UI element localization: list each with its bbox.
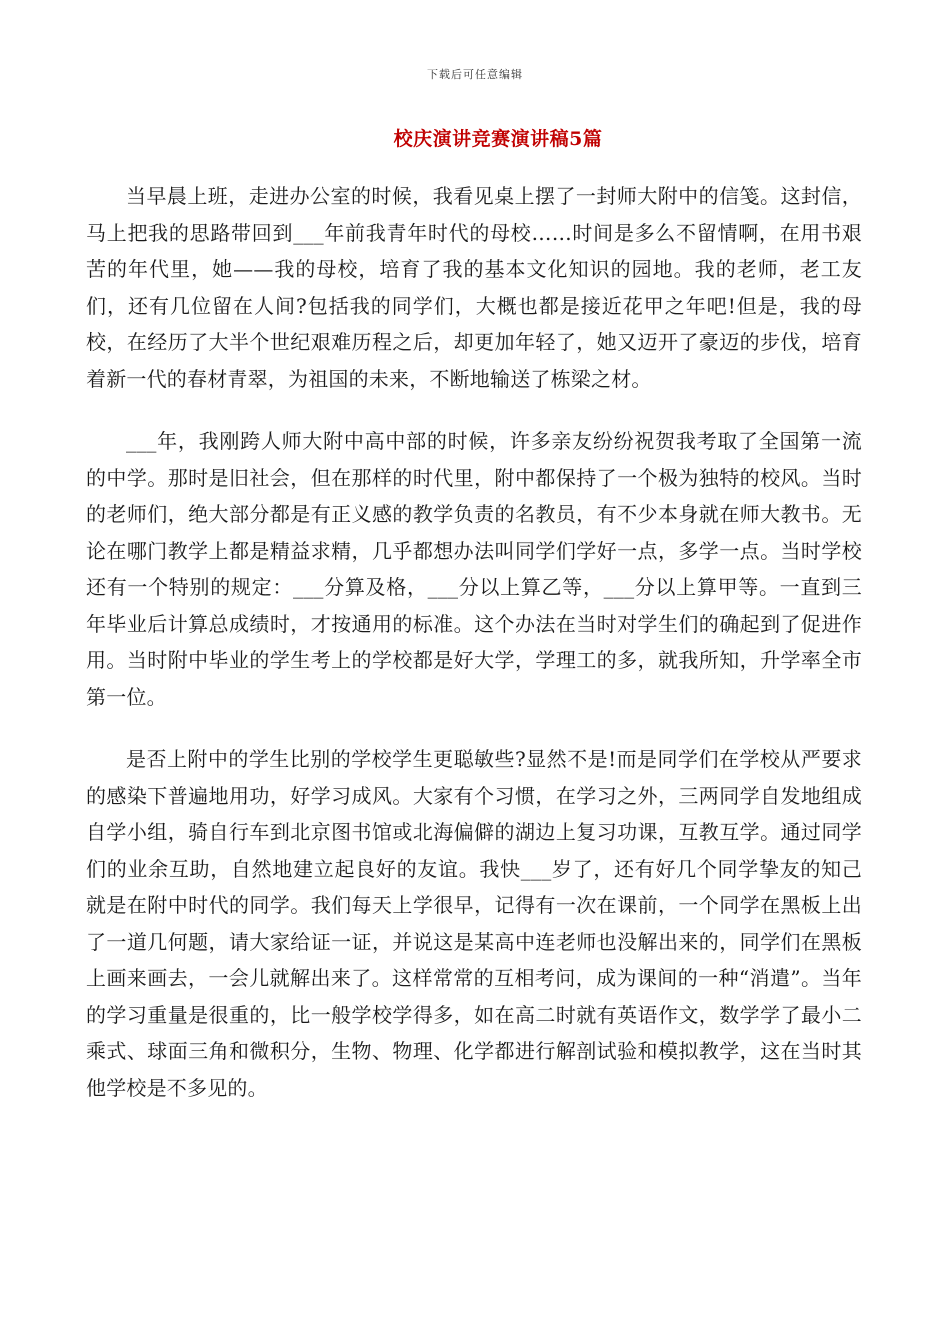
page-title: 校庆演讲竞赛演讲稿5篇 xyxy=(393,128,603,150)
paragraph-3: 是否上附中的学生比别的学校学生更聪敏些?显然不是!而是同学们在学校从严要求的感染下普遍地用功，好学习成风。大家有个习惯，在学习之外，三两同学自发地组成自学小组，骑自行车到北京图书馆或北海偏僻的湖边上复习功课，互教互学。通过同学们的业余互助，自然地建立起良好的友谊。我快___岁了，还有好几个同学挚友的知己就是在附中时代的同学。我们每天上学很早，记得有一次在课前，一个同学在黑板上出了一道几何题，请大家给证一证，并说这是某高中连老师也没解出来的，同学们在黑板上画来画去，一会儿就解出来了。这样常常的互相考问，成为课间的一种“消遣”。当年的学习重量是很重的，比一般学校学得多，如在高二时就有英语作文，数学学了最小二乘式、球面三角和微积分，生物、物理、化学都进行解剖试验和模拟教学，这在当时其他学校是不多见的。 xyxy=(86,747,862,1100)
header-note: 下载后可任意编辑 xyxy=(427,68,523,81)
paragraph-2: ___年，我刚跨人师大附中高中部的时候，许多亲友纷纷祝贺我考取了全国第一流的中学。那时是旧社会，但在那样的时代里，附中都保持了一个极为独特的校风。当时的老师们，绝大部分都是有正义感的教学负责的名教员，有不少本身就在师大教书。无论在哪门教学上都是精益求精，几乎都想办法叫同学们学好一点，多学一点。当时学校还有一个特别的规定：___分算及格，___分以上算乙等，___分以上算甲等。一直到三年毕业后计算总成绩时，才按通用的标准。这个办法在当时对学生们的确起到了促进作用。当时附中毕业的学生考上的学校都是好大学，学理工的多，就我所知，升学率全市第一位。 xyxy=(86,429,862,709)
paragraph-1: 当早晨上班，走进办公室的时候，我看见桌上摆了一封师大附中的信笺。这封信，马上把我的思路带回到___年前我青年时代的母校……时间是多么不留情啊，在用书艰苦的年代里，她——我的母校，培育了我的基本文化知识的园地。我的老师，老工友们，还有几位留在人间?包括我的同学们，大概也都是接近花甲之年吧!但是，我的母校，在经历了大半个世纪艰难历程之后，却更加年轻了，她又迈开了豪迈的步伐，培育着新一代的春材青翠，为祖国的未来，不断地输送了栋梁之材。 xyxy=(86,184,862,391)
document-body xyxy=(86,178,862,1132)
